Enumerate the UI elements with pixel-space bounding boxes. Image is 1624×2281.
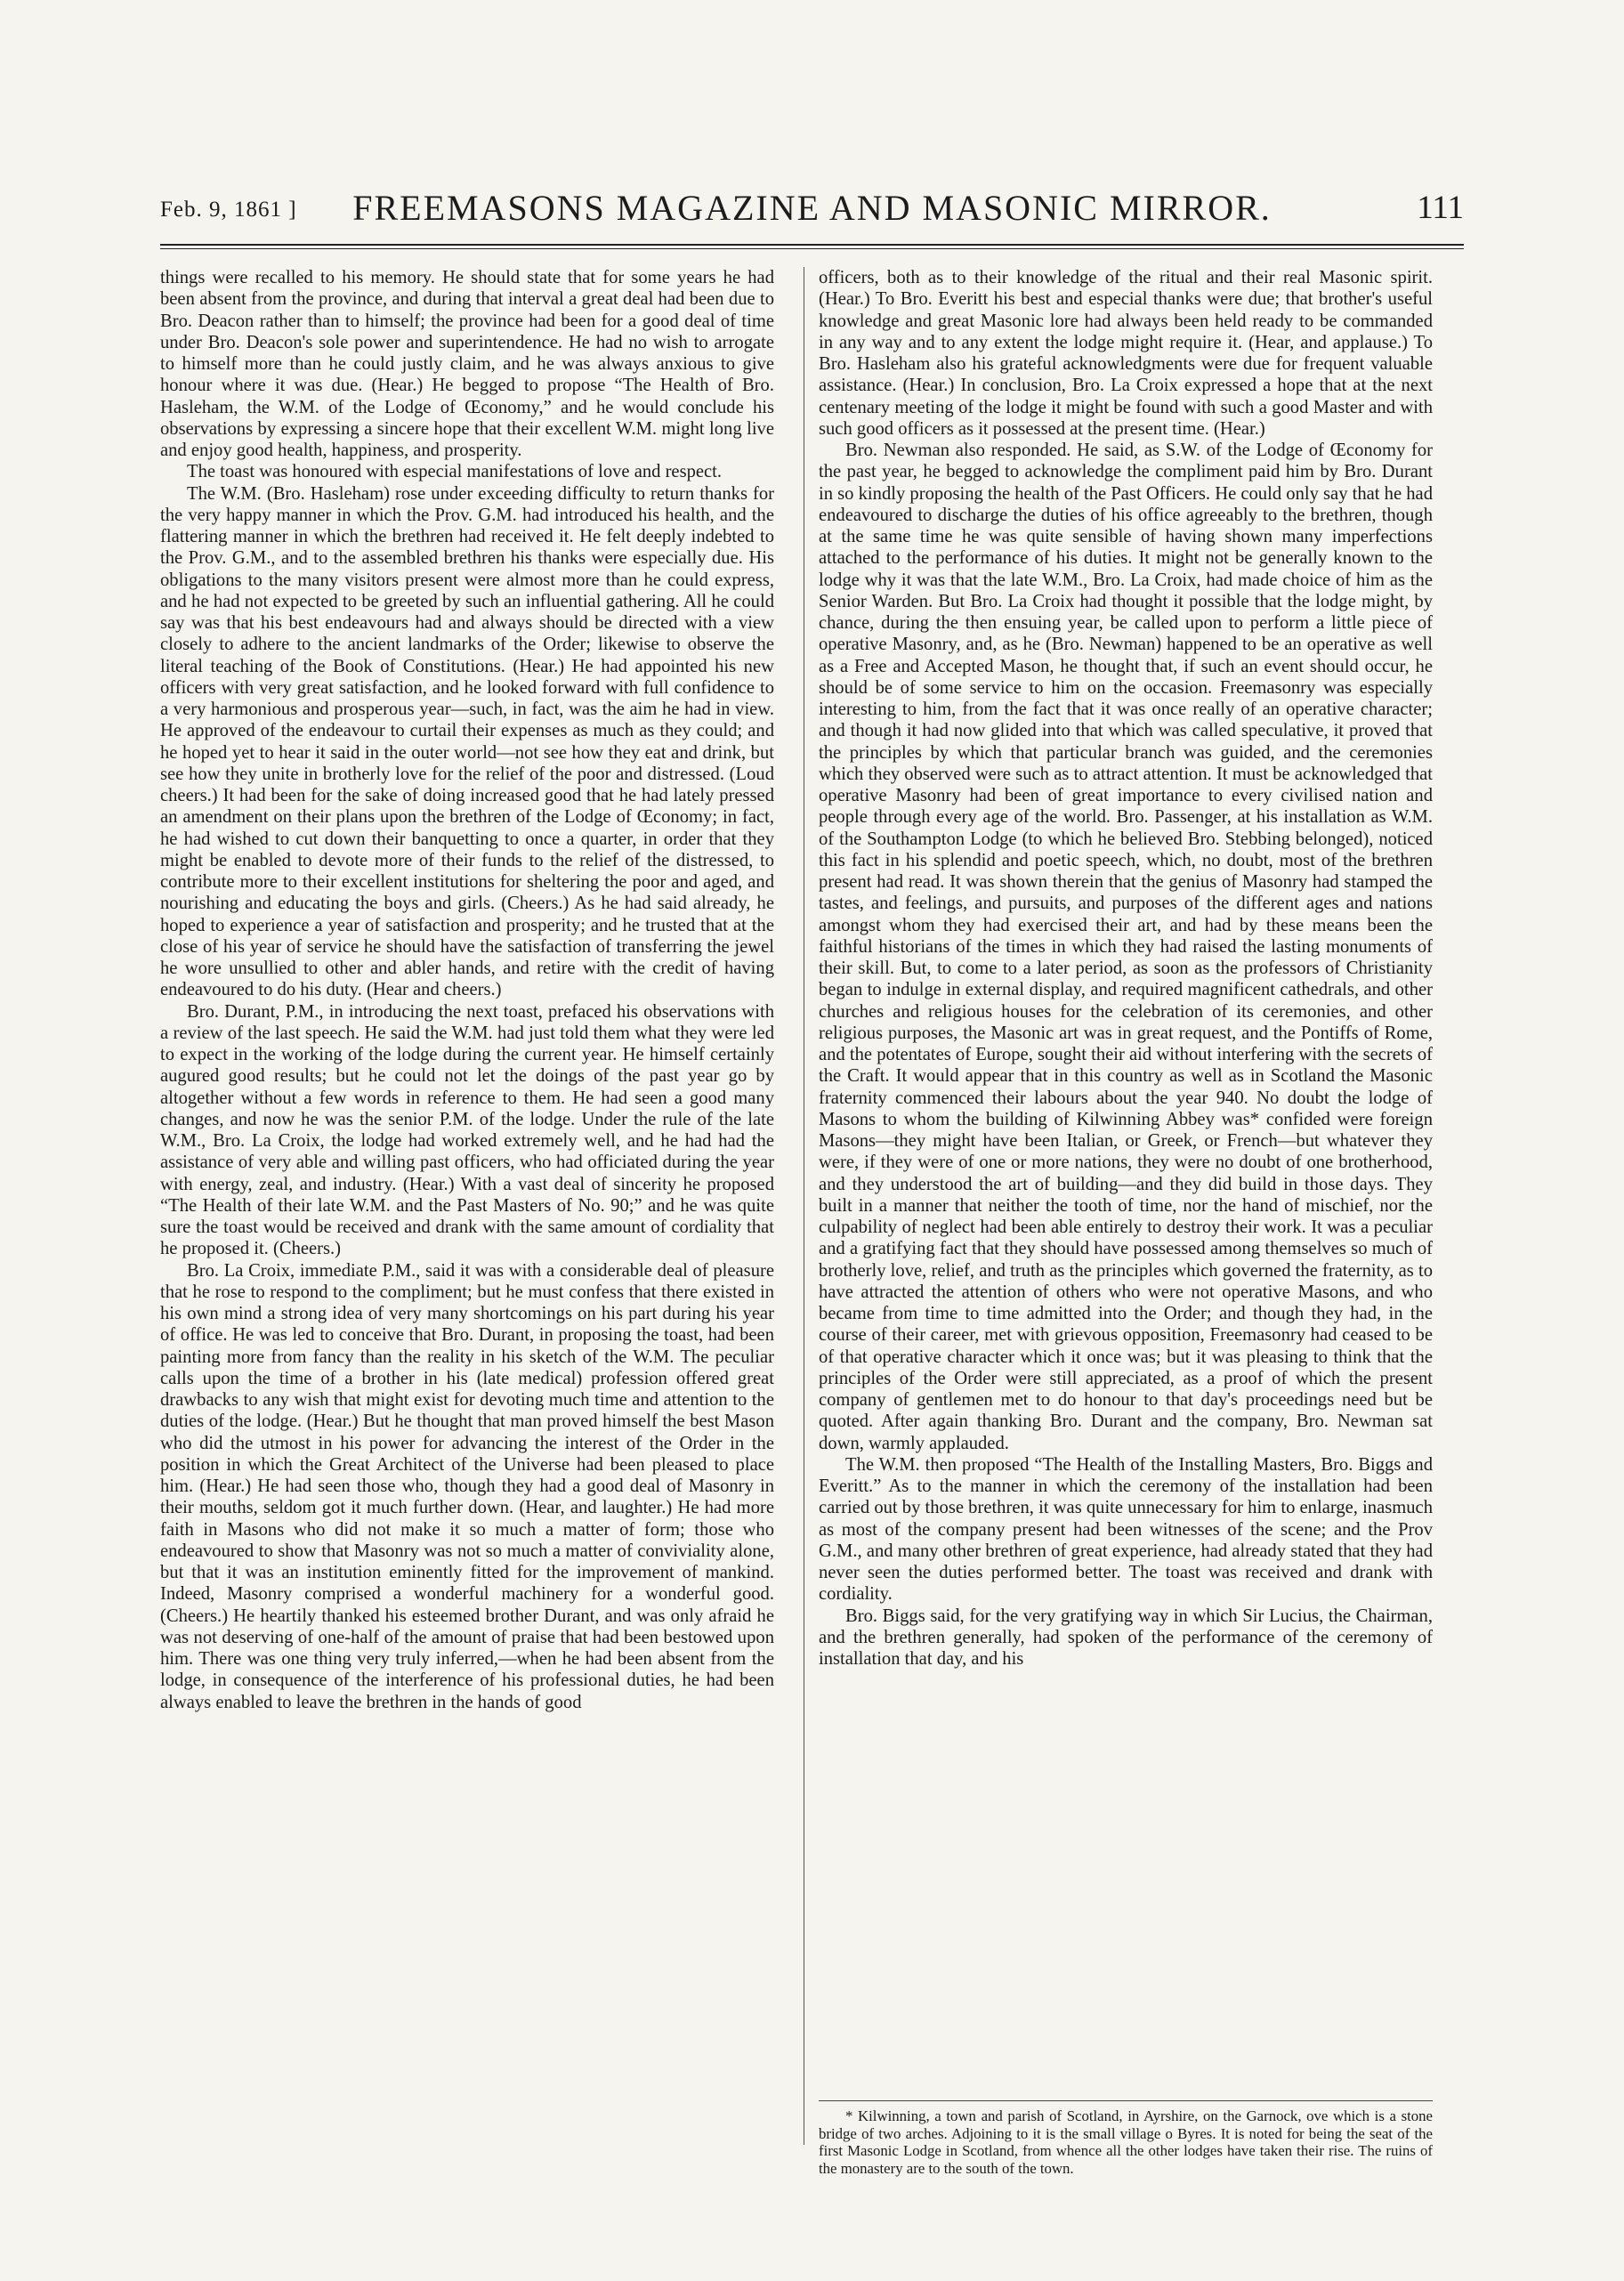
page-number: 111 <box>1417 190 1464 226</box>
paragraph: officers, both as to their knowledge of the ritual and their real Masonic spirit. (Hear.) To Bro. Everitt his best and especial thanks were due; that brother's useful knowledge and great Masonic lore had always been held ready to be commanded in any way and to any extent the lodge might require it. (Hear, and applause.) To Bro. Hasleham also his grateful acknowledgments were due for frequent valuable assistance. (Hear.) In conclusion, Bro. La Croix expressed a hope that at the next centenary meeting of the lodge it might be found with such a good Master and with such good officers as it possessed at the present time. (Hear.) <box>819 268 1433 439</box>
header-rule-thin <box>160 248 1464 249</box>
paragraph: The toast was honoured with especial manifestations of love and respect. <box>187 462 723 482</box>
masthead <box>160 185 1464 235</box>
footnote-rule <box>819 2100 1433 2101</box>
paragraph: Bro. Biggs said, for the very gratifying way in which Sir Lucius, the Chairman, and the brethren generally, had spoken of the performance of the ceremony of installation that day, and his <box>819 1606 1433 1669</box>
footnote <box>819 2107 1433 2177</box>
footnote-text: * Kilwinning, a town and parish of Scotland, in Ayrshire, on the Garnock, ove which is a stone bridge of two arches. Adjoining to it is the small village o Byres. It is noted for being the seat of the first Masonic Lodge in Scotland, from whence all the other lodges have taken their rise. The ruins of the monastery are to the south of the town. <box>819 2107 1433 2177</box>
left-column <box>160 267 774 1713</box>
header-rule-thick <box>160 244 1464 246</box>
publication-title: FREEMASONS MAGAZINE AND MASONIC MIRROR. <box>352 188 1272 228</box>
paragraph: Bro. Newman also responded. He said, as S.W. of the Lodge of Œconomy for the past year, he begged to acknowledge the compliment paid him by Bro. Durant in so kindly proposing the health of the Past Officers. He could only say that he had endeavoured to discharge the duties of his office agreeably to the brethren, though at the same time he was quite sensible of having shown many imperfections attached to the performance of his duties. It might not be generally known to the lodge why it was that the late W.M., Bro. La Croix, had made choice of him as the Senior Warden. But Bro. La Croix had thought it possible that the lodge might, by chance, during the then ensuing year, be called upon to perform a little piece of operative Masonry, and, as he (Bro. Newman) happened to be an operative as well as a Free and Accepted Mason, he thought that, if such an event should occur, he should be of some service to him on the occasion. Freemasonry was especially interesting to him, from the fact that it was once really of an operative character; and though it had now glided into that which was called speculative, it proved that the principles by which that particular branch was guided, and the ceremonies which they observed were such as to attract attention. It must be acknowledged that operative Masonry had been of great importance to every civilised nation and people through every age of the world. Bro. Passenger, at his installation as W.M. of the Southampton Lodge (to which he believed Bro. Stebbing belonged), noticed this fact in his splendid and poetic speech, which, no doubt, most of the brethren present had read. It was shown therein that the genius of Masonry had stamped the tastes, and feelings, and pursuits, and purposes of the different ages and nations amongst whom they had exercised their art, and had by these means been the faithful historians of the times in which they had raised the lasting monuments of their skill. But, to come to a later period, as soon as the professors of Christianity began to indulge in external display, and required magnificent cathedrals, and other churches and religious houses for the celebration of its ceremonies, and other religious purposes, the Masonic art was in great request, and the Pontiffs of Rome, and the potentates of Europe, sought their aid without interfering with the secrets of the Craft. It would appear that in this country as well as in Scotland the Masonic fraternity commenced their labours about the year 940. No doubt the lodge of Masons to whom the building of Kilwinning Abbey was* confided were foreign Masons—they might have been Italian, or Greek, or French—but whatever they were, if they were of one or more nations, they were no doubt of one brotherhood, and they understood the art of building—and they did build in those days. They built in a manner that neither the tooth of time, nor the hand of mischief, nor the culpability of neglect had been able entirely to destroy their work. It was a peculiar and a gratifying fact that they should have possessed among themselves so much of brotherly love, relief, and truth as the principles which governed the fraternity, as to have attracted the attention of others who were not operative Masons, and who became from time to time admitted into the Order; and though they had, in the course of their career, met with grievous opposition, Freemasonry had ceased to be of that operative character which it once was; but it was pleasing to think that the principles of the Order were still appreciated, as a proof of which the present company of gentlemen met to do honour to that day's proceedings need but be quoted. After again thanking Bro. Durant and the company, Bro. Newman sat down, warmly applauded. <box>819 441 1433 1453</box>
issue-date: Feb. 9, 1861 ] <box>160 198 297 222</box>
paragraph: things were recalled to his memory. He should state that for some years he had been absent from the province, and during that interval a great deal had been due to Bro. Deacon rather than to himself; the province had been for a good deal of time under Bro. Deacon's sole power and superintendence. He had no wish to arrogate to himself more than he could justly claim, and he was always anxious to give honour where it was due. (Hear.) He begged to propose “The Health of Bro. Hasleham, the W.M. of the Lodge of Œconomy,” and he would conclude his observations by expressing a sincere hope that their excellent W.M. might long live and enjoy good health, happiness, and prosperity. <box>160 268 774 460</box>
paragraph: Bro. Durant, P.M., in introducing the next toast, prefaced his observations with a review of the last speech. He said the W.M. had just told them what they were led to expect in the working of the lodge during the current year. He himself certainly augured good results; but he could not let the doings of the past year go by altogether without a few words in reference to them. He had seen a good many changes, and now he was the senior P.M. of the lodge. Under the rule of the late W.M., Bro. La Croix, the lodge had worked extremely well, and he had had the assistance of very able and willing past officers, who had officiated during the year with energy, zeal, and industry. (Hear.) With a vast deal of sincerity he proposed “The Health of their late W.M. and the Past Masters of No. 90;” and he was quite sure the toast would be received and drank with the same amount of cordiality that he proposed it. (Cheers.) <box>160 1001 774 1259</box>
right-column <box>819 267 1433 1670</box>
paragraph: Bro. La Croix, immediate P.M., said it was with a considerable deal of pleasure that he rose to respond to the compliment; but he must confess that there existed in his own mind a strong idea of very many shortcomings on his part during his year of office. He was led to conceive that Bro. Durant, in proposing the toast, had been painting more from fancy than the reality in his sketch of the W.M. The peculiar calls upon the time of a brother in his (late medical) profession offered great drawbacks to any wish that might exist for devoting much time and attention to the duties of the lodge. (Hear.) But he thought that man proved himself the best Mason who did the utmost in his power for advancing the interest of the Order in the position in which the Great Architect of the Universe had been pleased to place him. (Hear.) He had seen those who, though they had a good deal of Masonry in their mouths, seldom got it much further down. (Hear, and laughter.) He had more faith in Masons who did not make it so much a matter of form; those who endeavoured to show that Masonry was not so much a matter of conviviality alone, but that it was an institution eminently fitted for the improvement of mankind. Indeed, Masonry comprised a wonderful machinery for a wonderful good. (Cheers.) He heartily thanked his esteemed brother Durant, and was only afraid he was not deserving of one-half of the amount of praise that had been bestowed upon him. There was one thing very truly inferred,—when he had been absent from the lodge, in consequence of the interference of his professional duties, he had been always enabled to leave the brethren in the hands of good <box>160 1260 774 1712</box>
paragraph: The W.M. (Bro. Hasleham) rose under exceeding difficulty to return thanks for the very happy manner in which the Prov. G.M. had introduced his health, and the flattering manner in which the brethren had received it. He felt deeply indebted to the Prov. G.M., and to the assembled brethren his thanks were especially due. His obligations to the many visitors present were almost more than he could express, and he had not expected to be greeted by such an influential gathering. All he could say was that his best endeavours had and always should be directed with a view closely to adhere to the ancient landmarks of the Order; likewise to observe the literal teaching of the Book of Constitutions. (Hear.) He had appointed his new officers with very great satisfaction, and he looked forward with full confidence to a very harmonious and prosperous year—such, in fact, was the aim he had in view. He approved of the endeavour to curtail their expenses as much as they could; and he hoped yet to hear it said in the outer world—not see how they eat and drink, but see how they unite in brotherly love for the relief of the poor and distressed. (Loud cheers.) It had been for the sake of doing increased good that he had lately pressed an amendment on their plans upon the brethren of the Lodge of Œconomy; in fact, he had wished to cut down their banquetting to once a quarter, in order that they might be enabled to devote more of their funds to the relief of the distressed, to contribute more to their excellent institutions for sheltering the poor and aged, and nourishing and educating the boys and girls. (Cheers.) As he had said already, he hoped to experience a year of satisfaction and prosperity; and he trusted that at the close of his year of service he should have the satisfaction of transferring the jewel he wore unsullied to other and abler hands, and retire with the credit of having endeavoured to do his duty. (Hear and cheers.) <box>160 483 774 1000</box>
paragraph: The W.M. then proposed “The Health of the Installing Masters, Bro. Biggs and Everitt.” As to the manner in which the ceremony of the installation had been carried out by those brethren, it was quite unnecessary for him to enlarge, inasmuch as most of the company present had been witnesses of the scene; and the Prov G.M., and many other brethren of great experience, had already stated that they had never seen the duties performed better. The toast was received and drank with cordiality. <box>819 1454 1433 1605</box>
